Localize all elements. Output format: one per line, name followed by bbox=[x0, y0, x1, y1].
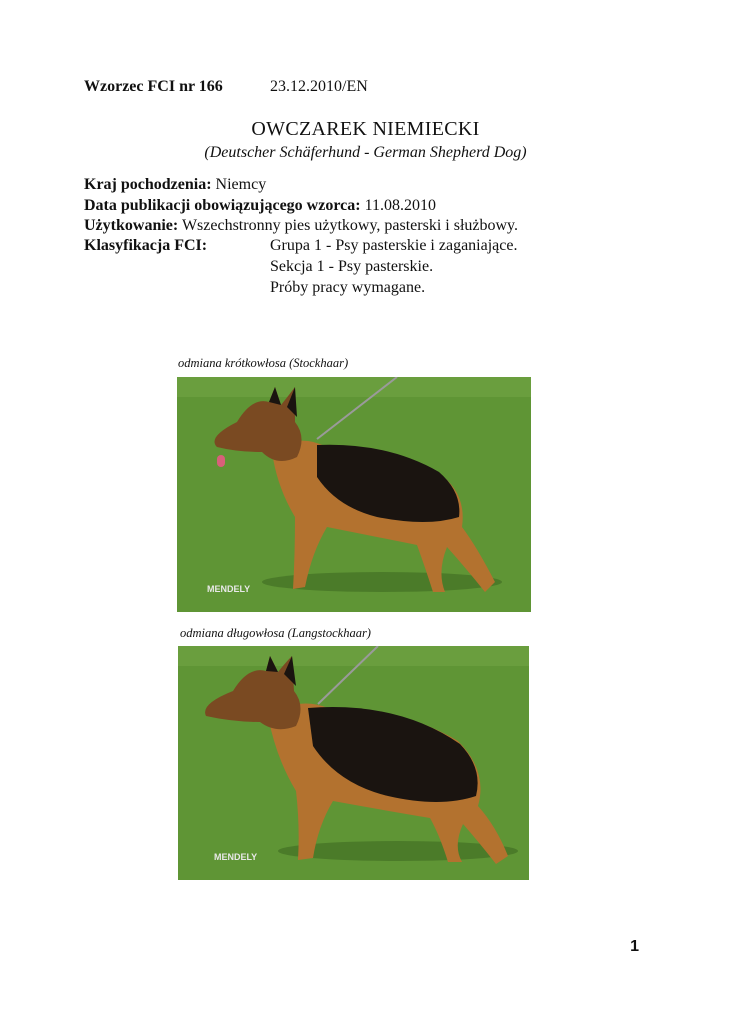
page-number: 1 bbox=[630, 938, 639, 955]
publication-label: Data publikacji obowiązującego wzorca: bbox=[84, 197, 361, 214]
watermark-short-hair: MENDELY bbox=[207, 584, 251, 594]
dog-photo-short-hair bbox=[177, 377, 531, 612]
dog-photo-long-hair bbox=[178, 646, 529, 880]
classification-section: Sekcja 1 - Psy pasterskie. bbox=[270, 258, 434, 275]
origin-label: Kraj pochodzenia: bbox=[84, 176, 212, 193]
classification-group: Grupa 1 - Psy pasterskie i zaganiające. bbox=[270, 237, 518, 254]
figure-caption-long-hair: odmiana długowłosa (Langstockhaar) bbox=[180, 626, 371, 640]
origin-value: Niemcy bbox=[215, 176, 267, 193]
standard-date: 23.12.2010/EN bbox=[270, 78, 368, 95]
watermark-long-hair: MENDELY bbox=[214, 852, 258, 862]
classification-label: Klasyfikacja FCI: bbox=[84, 237, 208, 254]
origin-row bbox=[84, 176, 266, 194]
standard-number: Wzorzec FCI nr 166 bbox=[84, 78, 223, 95]
document-title: OWCZAREK NIEMIECKI bbox=[251, 118, 480, 140]
document-subtitle: (Deutscher Schäferhund - German Shepherd Dog) bbox=[204, 144, 527, 161]
publication-row bbox=[84, 197, 436, 215]
classification-working-trial: Próby pracy wymagane. bbox=[270, 279, 426, 296]
usage-value: Wszechstronny pies użytkowy, pasterski i służbowy. bbox=[181, 217, 519, 234]
publication-value: 11.08.2010 bbox=[364, 197, 436, 214]
usage-row bbox=[84, 217, 518, 235]
figure-caption-short-hair: odmiana krótkowłosa (Stockhaar) bbox=[178, 356, 349, 370]
usage-label: Użytkowanie: bbox=[84, 217, 179, 234]
